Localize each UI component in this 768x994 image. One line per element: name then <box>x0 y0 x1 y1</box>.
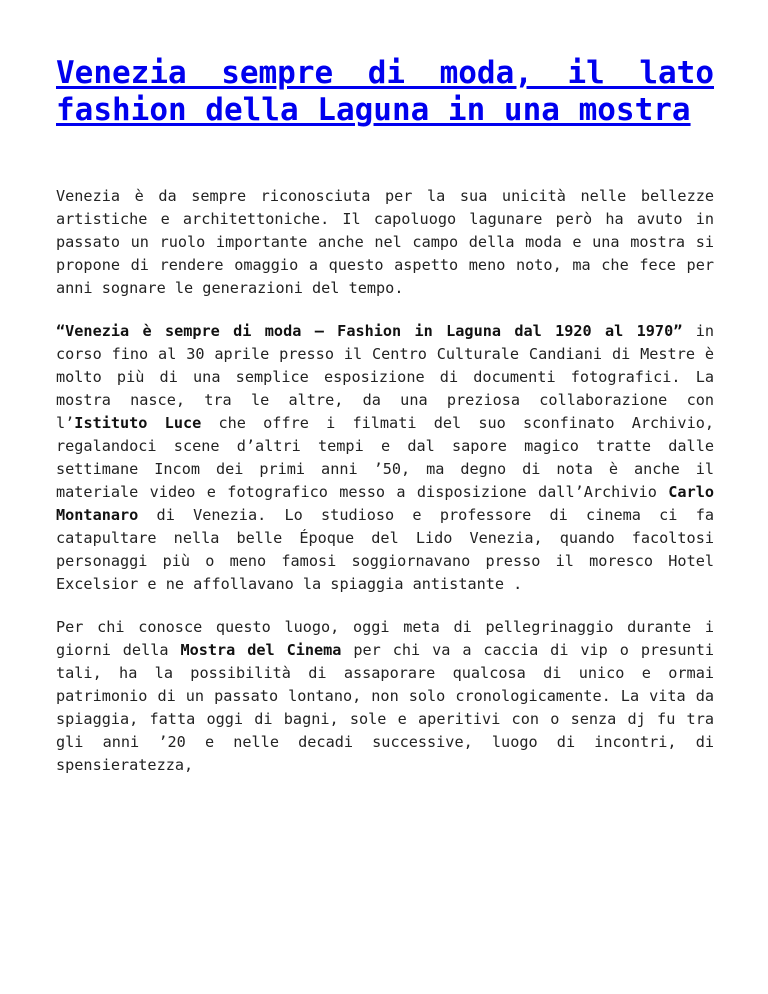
article-title <box>56 55 714 129</box>
paragraph-lido <box>56 616 714 777</box>
paragraph-exhibition <box>56 320 714 596</box>
paragraph-text: per chi va a caccia di vip o presunti tali, ha la possibilità di assaporare qualcosa di unico e ormai patrimonio di un passato lontano, non solo cronologicamente. La vita da spiaggia, fatta oggi di bagni, sole e aperitivi con o senza dj fu tra gli anni ’20 e nelle decadi successive, luogo di incontri, di spensieratezza, <box>56 641 714 774</box>
exhibition-title: “Venezia è sempre di moda – Fashion in Laguna dal 1920 al 1970” <box>56 322 683 340</box>
article-title-link[interactable]: Venezia sempre di moda, il lato fashion della Laguna in una mostra <box>56 55 714 128</box>
paragraph-intro: Venezia è da sempre riconosciuta per la sua unicità nelle bellezze artistiche e architettoniche. Il capoluogo lagunare però ha avuto in passato un ruolo importante anche nel campo della moda e una mostra si propone di rendere omaggio a questo aspetto meno noto, ma che fece per anni sognare le generazioni del tempo. <box>56 187 714 297</box>
document-page <box>56 55 714 797</box>
carlo-montanaro: Carlo Montanaro <box>56 483 714 524</box>
paragraph-text: che offre i filmati del suo sconfinato Archivio, regalandoci scene d’altri tempi e dal sapore magico tratte dalle settimane Incom dei primi anni ’50, ma degno di nota è anche il materiale video e fotografico messo a disposizione dall’Archivio <box>56 414 714 501</box>
istituto-luce: Istituto Luce <box>74 414 202 432</box>
paragraph-text: Per chi conosce questo luogo, oggi meta di pellegrinaggio durante i giorni della <box>56 618 714 659</box>
paragraph-text: di Venezia. Lo studioso e professore di cinema ci fa catapultare nella belle Époque del Lido Venezia, quando facoltosi personaggi più o meno famosi soggiornavano presso il moresco Hotel Excelsior e ne affollavano la spiaggia antistante . <box>56 506 714 593</box>
mostra-del-cinema: Mostra del Cinema <box>180 641 342 659</box>
paragraph-text: in corso fino al 30 aprile presso il Centro Culturale Candiani di Mestre è molto più di una semplice esposizione di documenti fotografici. La mostra nasce, tra le altre, da una preziosa collaborazione con l’ <box>56 322 714 432</box>
article-body <box>56 185 714 777</box>
